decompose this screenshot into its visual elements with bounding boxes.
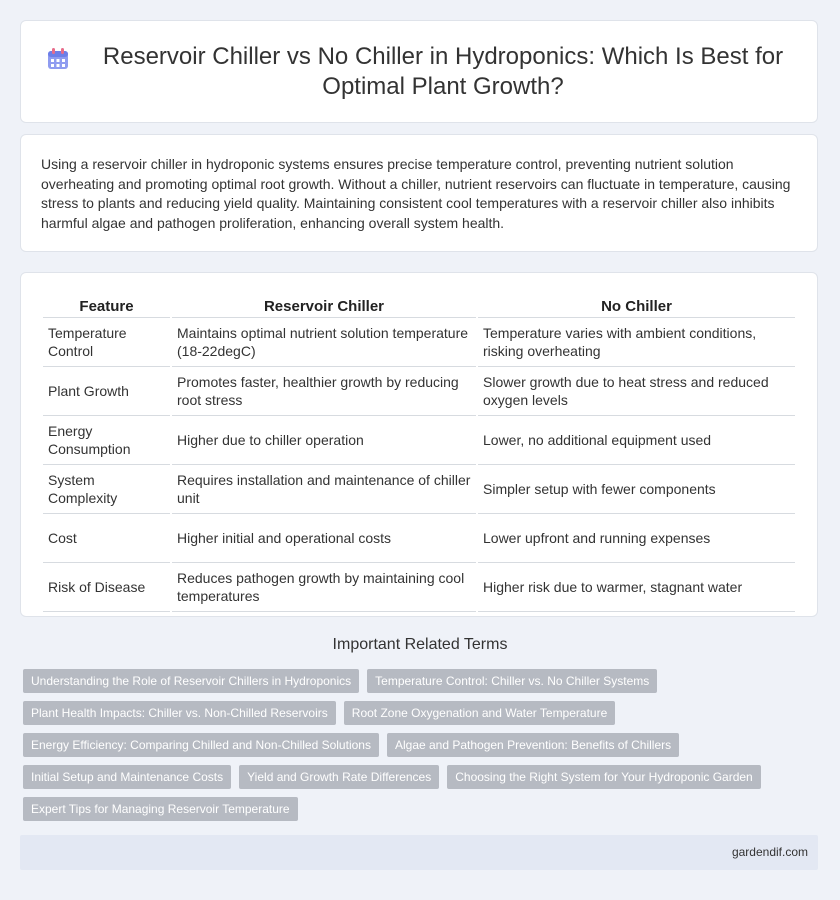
comparison-card <box>20 272 818 617</box>
related-term-tag[interactable]: Root Zone Oxygenation and Water Temperature <box>344 701 615 725</box>
table-row <box>43 318 795 367</box>
chiller-cell: Requires installation and maintenance of chiller unit <box>172 465 476 514</box>
chiller-cell: Promotes faster, healthier growth by reducing root stress <box>172 367 476 416</box>
related-term-tag[interactable]: Plant Health Impacts: Chiller vs. Non-Chilled Reservoirs <box>23 701 336 725</box>
no-chiller-cell: Temperature varies with ambient conditions, risking overheating <box>478 318 795 367</box>
no-chiller-cell: Lower upfront and running expenses <box>478 514 795 563</box>
chiller-cell: Maintains optimal nutrient solution temperature (18-22degC) <box>172 318 476 367</box>
no-chiller-cell: Slower growth due to heat stress and reduced oxygen levels <box>478 367 795 416</box>
chiller-cell: Higher initial and operational costs <box>172 514 476 563</box>
related-term-tag[interactable]: Understanding the Role of Reservoir Chillers in Hydroponics <box>23 669 359 693</box>
chiller-cell: Higher due to chiller operation <box>172 416 476 465</box>
table-row <box>43 514 795 563</box>
chiller-cell: Reduces pathogen growth by maintaining cool temperatures <box>172 563 476 612</box>
footer-site-name: gardendif.com <box>731 845 808 859</box>
table-row <box>43 416 795 465</box>
footer <box>20 835 818 870</box>
related-term-tag[interactable]: Algae and Pathogen Prevention: Benefits of Chillers <box>387 733 679 757</box>
feature-cell: Plant Growth <box>43 367 170 416</box>
related-term-tag[interactable]: Choosing the Right System for Your Hydroponic Garden <box>447 765 761 789</box>
header-reservoir-chiller: Reservoir Chiller <box>172 293 476 318</box>
intro-card <box>20 134 818 252</box>
feature-cell: System Complexity <box>43 465 170 514</box>
feature-cell: Cost <box>43 514 170 563</box>
no-chiller-cell: Higher risk due to warmer, stagnant water <box>478 563 795 612</box>
header-feature: Feature <box>43 293 170 318</box>
title-card <box>20 20 818 123</box>
title-wrap <box>21 42 817 102</box>
table-header-row <box>43 293 795 318</box>
no-chiller-cell: Simpler setup with fewer components <box>478 465 795 514</box>
table-row <box>43 367 795 416</box>
comparison-table <box>41 293 797 612</box>
no-chiller-cell: Lower, no additional equipment used <box>478 416 795 465</box>
related-term-tag[interactable]: Expert Tips for Managing Reservoir Temperature <box>23 797 298 821</box>
related-terms-list <box>23 669 803 829</box>
related-term-tag[interactable]: Energy Efficiency: Comparing Chilled and Non-Chilled Solutions <box>23 733 379 757</box>
related-term-tag[interactable]: Temperature Control: Chiller vs. No Chiller Systems <box>367 669 657 693</box>
related-term-tag[interactable]: Yield and Growth Rate Differences <box>239 765 439 789</box>
related-term-tag[interactable]: Initial Setup and Maintenance Costs <box>23 765 231 789</box>
calendar-icon <box>45 46 71 72</box>
header-no-chiller: No Chiller <box>478 293 795 318</box>
intro-paragraph: Using a reservoir chiller in hydroponic systems ensures precise temperature control, preventing nutrient solution overheating and promoting optimal root growth. Without a chiller, nutrient reservoirs can fluctuate in temperature, causing stress to plants and reducing yield quality. Maintaining consistent cool temperatures with a reservoir chiller also inhibits harmful algae and pathogen proliferation, enhancing overall system health. <box>41 156 791 231</box>
feature-cell: Energy Consumption <box>43 416 170 465</box>
feature-cell: Temperature Control <box>43 318 170 367</box>
related-terms-heading: Important Related Terms <box>332 636 508 653</box>
table-row <box>43 465 795 514</box>
feature-cell: Risk of Disease <box>43 563 170 612</box>
page-title: Reservoir Chiller vs No Chiller in Hydroponics: Which Is Best for Optimal Plant Growth? <box>102 42 784 100</box>
table-row <box>43 563 795 612</box>
